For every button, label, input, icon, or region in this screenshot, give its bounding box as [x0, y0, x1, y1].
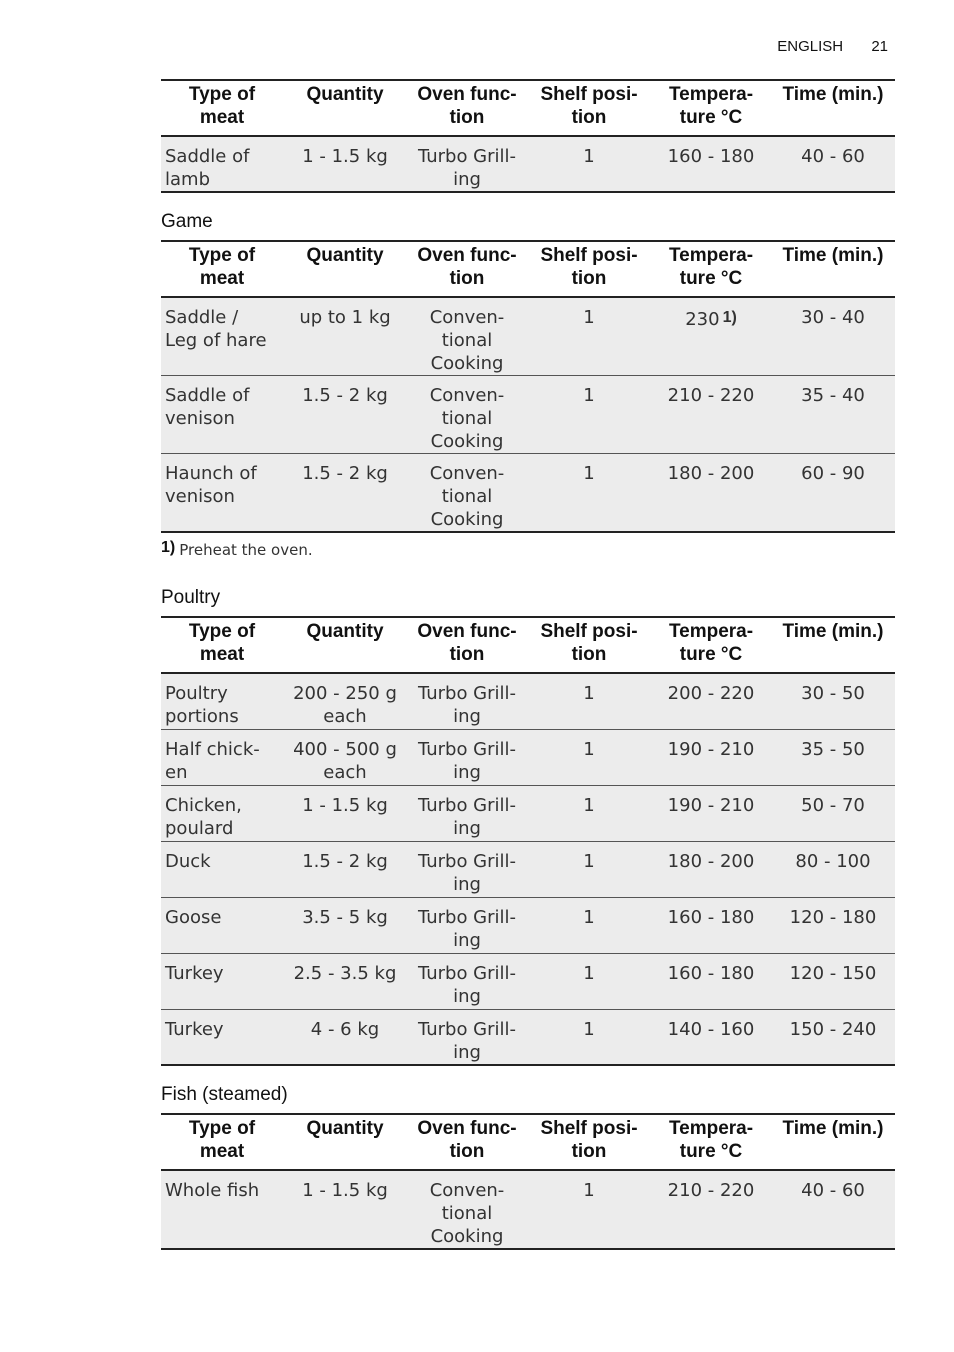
cell-quantity — [283, 785, 407, 841]
cell-line: Time (min.) — [782, 621, 884, 642]
cell-line: Tempera- — [668, 245, 754, 266]
cell-line: Type of — [188, 621, 256, 642]
cell-line: Oven func- — [417, 1118, 517, 1139]
cell-temperature — [651, 953, 771, 1009]
cell-line: Quantity — [306, 1118, 384, 1139]
cell-line: lamb — [165, 169, 210, 190]
cell-line: ing — [453, 985, 481, 1007]
cell-line: Turbo Grill- — [417, 962, 517, 984]
cell-line: 2.5 - 3.5 kg — [293, 962, 397, 984]
column-header-time — [771, 617, 895, 673]
column-header-time — [771, 241, 895, 297]
cell-line: Time (min.) — [782, 1118, 884, 1139]
cell-quantity — [283, 376, 407, 454]
cell-shelf-position — [527, 376, 651, 454]
cell-line: Type of — [188, 245, 256, 266]
cell-time — [771, 953, 895, 1009]
table-header-row — [161, 80, 895, 136]
cell-line: Saddle / — [165, 307, 239, 328]
cell-shelf-position — [527, 136, 651, 192]
cell-shelf-position — [527, 841, 651, 897]
cell-line: 1 — [583, 307, 595, 328]
cell-line: Duck — [165, 850, 211, 872]
cell-line: 150 - 240 — [789, 1018, 877, 1040]
cell-type-of-meat — [161, 297, 283, 376]
section-title: Game — [161, 211, 213, 232]
cell-line: Leg of hare — [165, 330, 267, 351]
cell-line: 1 - 1.5 kg — [302, 146, 388, 167]
cell-line: Tempera- — [668, 1118, 754, 1139]
cell-line: ing — [453, 873, 481, 895]
cell-temperature — [651, 785, 771, 841]
cell-line: 1.5 - 2 kg — [302, 385, 388, 406]
column-header-shelf-position — [527, 80, 651, 136]
cell-temperature — [651, 454, 771, 533]
cell-line: 35 - 50 — [801, 738, 865, 760]
cell-line: Tempera- — [668, 621, 754, 642]
cell-oven-function — [407, 376, 527, 454]
cell-line: venison — [165, 486, 235, 507]
cell-line: each — [323, 706, 367, 727]
cell-line: Turkey — [165, 1018, 224, 1040]
cell-line: Haunch of — [165, 463, 257, 484]
cell-line: Oven func- — [417, 621, 517, 642]
cell-line: each — [323, 761, 367, 783]
cell-time — [771, 376, 895, 454]
cell-line: 1 — [583, 1018, 595, 1040]
cell-type-of-meat — [161, 841, 283, 897]
cell-line: 1 - 1.5 kg — [302, 1180, 388, 1201]
cell-line: 1.5 - 2 kg — [302, 463, 388, 484]
cell-line: ing — [453, 169, 481, 190]
column-header-oven-function — [407, 617, 527, 673]
cell-line: 80 - 100 — [795, 850, 871, 872]
cell-shelf-position — [527, 454, 651, 533]
cell-shelf-position — [527, 953, 651, 1009]
cell-line: meat — [199, 1141, 245, 1162]
cell-time — [771, 454, 895, 533]
cell-line: Conven- — [429, 1180, 505, 1201]
cell-oven-function — [407, 136, 527, 192]
cell-time — [771, 1009, 895, 1065]
cell-oven-function — [407, 785, 527, 841]
cell-line: 210 - 220 — [667, 1180, 755, 1201]
cell-line: 190 - 210 — [667, 794, 755, 816]
cell-line: 1 — [583, 683, 595, 704]
cell-line: tion — [571, 107, 607, 128]
cell-line: 180 - 200 — [667, 463, 755, 484]
cell-shelf-position — [527, 297, 651, 376]
cell-line: 1 - 1.5 kg — [302, 794, 388, 816]
cell-line: Shelf posi- — [540, 84, 638, 105]
footnote-text: Preheat the oven. — [179, 541, 313, 559]
cell-line: Turkey — [165, 962, 224, 984]
cell-line: tion — [571, 268, 607, 289]
column-header-oven-function — [407, 241, 527, 297]
cell-shelf-position — [527, 673, 651, 729]
cell-temperature — [651, 376, 771, 454]
cell-line: 30 - 50 — [801, 683, 865, 704]
cell-line: Chicken, — [165, 794, 242, 816]
column-header-quantity — [283, 80, 407, 136]
cell-oven-function — [407, 1009, 527, 1065]
cell-time — [771, 297, 895, 376]
cell-line: tion — [449, 107, 485, 128]
cell-line: 50 - 70 — [801, 794, 865, 816]
cell-line: Shelf posi- — [540, 245, 638, 266]
roasting-table — [161, 79, 895, 193]
cell-line: 1.5 - 2 kg — [302, 850, 388, 872]
cell-line: ing — [453, 929, 481, 951]
cell-line: meat — [199, 268, 245, 289]
cell-line: Cooking — [430, 431, 504, 452]
cell-line: Turbo Grill- — [417, 850, 517, 872]
cell-quantity — [283, 454, 407, 533]
cell-line: ing — [453, 761, 481, 783]
cell-line: 1 — [583, 906, 595, 928]
table-body — [161, 297, 895, 532]
cell-line: 40 - 60 — [801, 146, 865, 167]
table-row — [161, 454, 895, 533]
footnote-mark: 1) — [161, 539, 176, 556]
cell-line: Conven- — [429, 307, 505, 328]
section-poultry — [161, 577, 895, 1066]
table-header-row — [161, 241, 895, 297]
table-row — [161, 897, 895, 953]
cell-line: ture °C — [679, 268, 743, 289]
cell-line: Oven func- — [417, 245, 517, 266]
page-header — [777, 38, 888, 55]
column-header-oven-function — [407, 1114, 527, 1170]
cell-line: 1 — [583, 850, 595, 872]
cell-line: Cooking — [430, 509, 504, 530]
cell-line: Turbo Grill- — [417, 794, 517, 816]
cell-line: Shelf posi- — [540, 1118, 638, 1139]
cell-time — [771, 729, 895, 785]
cell-temperature — [651, 673, 771, 729]
cell-line: Time (min.) — [782, 84, 884, 105]
cell-line: 30 - 40 — [801, 307, 865, 328]
cell-line: 120 - 150 — [789, 962, 877, 984]
section-spacer — [161, 1066, 895, 1074]
cell-temperature — [651, 136, 771, 192]
footnote-reference: 1) — [722, 309, 737, 326]
cell-line: Oven func- — [417, 84, 517, 105]
table-body — [161, 673, 895, 1065]
cell-line: 200 - 220 — [667, 683, 755, 704]
cell-quantity — [283, 1009, 407, 1065]
cell-oven-function — [407, 454, 527, 533]
cell-line: Turbo Grill- — [417, 906, 517, 928]
column-header-quantity — [283, 617, 407, 673]
cell-line: 1 — [583, 794, 595, 816]
section-lamb — [161, 79, 895, 193]
cell-line: 210 - 220 — [667, 385, 755, 406]
cell-quantity — [283, 953, 407, 1009]
cell-line: tion — [571, 1141, 607, 1162]
cell-line: 1 — [583, 385, 595, 406]
cell-oven-function — [407, 1170, 527, 1249]
table-row — [161, 1009, 895, 1065]
cell-time — [771, 785, 895, 841]
cell-line: 160 - 180 — [667, 146, 755, 167]
roasting-table — [161, 1113, 895, 1250]
column-header-type-of-meat — [161, 80, 283, 136]
cell-line: meat — [199, 107, 245, 128]
cell-quantity — [283, 841, 407, 897]
column-header-shelf-position — [527, 617, 651, 673]
cell-line: Saddle of — [165, 146, 250, 167]
cell-line: 160 - 180 — [667, 962, 755, 984]
cell-line: Type of — [188, 84, 256, 105]
column-header-temperature — [651, 1114, 771, 1170]
cell-line: Time (min.) — [782, 245, 884, 266]
cell-line: Cooking — [430, 1226, 504, 1247]
cell-line: meat — [199, 644, 245, 665]
cell-line: Goose — [165, 906, 222, 928]
cell-line: Quantity — [306, 621, 384, 642]
table-body — [161, 136, 895, 192]
section-game — [161, 201, 895, 533]
cell-quantity — [283, 136, 407, 192]
cell-line: 200 - 250 g — [293, 683, 397, 704]
cell-line: 190 - 210 — [667, 738, 755, 760]
cell-line: tion — [449, 1141, 485, 1162]
cell-type-of-meat — [161, 376, 283, 454]
table-body — [161, 1170, 895, 1249]
cell-time — [771, 1170, 895, 1249]
cell-line: tional — [441, 486, 493, 507]
table-row — [161, 136, 895, 192]
cell-line: Tempera- — [668, 84, 754, 105]
cell-type-of-meat — [161, 1170, 283, 1249]
cell-line: tion — [449, 644, 485, 665]
cell-line: 35 - 40 — [801, 385, 865, 406]
cell-line: Quantity — [306, 245, 384, 266]
column-header-shelf-position — [527, 1114, 651, 1170]
cell-line: 4 - 6 kg — [310, 1018, 380, 1040]
cell-type-of-meat — [161, 136, 283, 192]
table-row — [161, 673, 895, 729]
column-header-temperature — [651, 617, 771, 673]
cell-quantity — [283, 297, 407, 376]
cell-line: Cooking — [430, 353, 504, 374]
cell-time — [771, 841, 895, 897]
footnote — [161, 533, 895, 577]
cell-oven-function — [407, 297, 527, 376]
table-row — [161, 729, 895, 785]
cell-shelf-position — [527, 729, 651, 785]
column-header-type-of-meat — [161, 617, 283, 673]
cell-line: Turbo Grill- — [417, 683, 517, 704]
cell-type-of-meat — [161, 785, 283, 841]
cell-temperature — [651, 297, 771, 376]
cell-line: 120 - 180 — [789, 906, 877, 928]
cell-line: Quantity — [306, 84, 384, 105]
page-number: 21 — [871, 38, 888, 55]
cell-line: Type of — [188, 1118, 256, 1139]
table-row — [161, 953, 895, 1009]
cell-line: ing — [453, 706, 481, 727]
cell-line: portions — [165, 706, 239, 727]
language-label: ENGLISH — [777, 38, 844, 55]
cell-shelf-position — [527, 897, 651, 953]
cell-line: en — [165, 761, 188, 783]
roasting-table — [161, 240, 895, 533]
cell-line: tional — [441, 408, 493, 429]
cell-line: 400 - 500 g — [293, 738, 397, 760]
cell-quantity — [283, 1170, 407, 1249]
temperature-value: 230 — [685, 309, 720, 330]
column-header-quantity — [283, 1114, 407, 1170]
section-spacer — [161, 193, 895, 201]
section-title: Poultry — [161, 587, 221, 608]
table-row — [161, 376, 895, 454]
cell-shelf-position — [527, 785, 651, 841]
cell-temperature — [651, 1009, 771, 1065]
cell-shelf-position — [527, 1170, 651, 1249]
cell-quantity — [283, 897, 407, 953]
cell-line: poulard — [165, 817, 234, 839]
cell-type-of-meat — [161, 673, 283, 729]
column-header-shelf-position — [527, 241, 651, 297]
cell-time — [771, 897, 895, 953]
cell-line: 160 - 180 — [667, 906, 755, 928]
cell-time — [771, 673, 895, 729]
column-header-oven-function — [407, 80, 527, 136]
cell-line: ing — [453, 817, 481, 839]
cell-line: tion — [449, 268, 485, 289]
cell-quantity — [283, 673, 407, 729]
cell-shelf-position — [527, 1009, 651, 1065]
column-header-quantity — [283, 241, 407, 297]
cell-line: Turbo Grill- — [417, 1018, 517, 1040]
cell-line: Shelf posi- — [540, 621, 638, 642]
cell-line: tional — [441, 330, 493, 351]
cell-temperature — [651, 841, 771, 897]
cell-line: ing — [453, 1041, 481, 1063]
column-header-time — [771, 80, 895, 136]
cell-line: ture °C — [679, 644, 743, 665]
cell-line: Poultry — [165, 683, 228, 704]
cell-temperature — [651, 729, 771, 785]
cell-line: Turbo Grill- — [417, 146, 517, 167]
cell-type-of-meat — [161, 1009, 283, 1065]
cell-line: tion — [571, 644, 607, 665]
cell-line: Saddle of — [165, 385, 250, 406]
cell-oven-function — [407, 673, 527, 729]
cell-line: Half chick- — [165, 738, 260, 760]
cell-line: 1 — [583, 1180, 595, 1201]
cell-line: 3.5 - 5 kg — [302, 906, 388, 928]
section-title: Fish (steamed) — [161, 1084, 288, 1105]
section-fish-steamed — [161, 1074, 895, 1250]
cell-line: 140 - 160 — [667, 1018, 755, 1040]
cell-line: up to 1 kg — [299, 307, 391, 328]
cell-line: 60 - 90 — [801, 463, 865, 484]
cell-line: Conven- — [429, 385, 505, 406]
column-header-type-of-meat — [161, 1114, 283, 1170]
cell-line: ture °C — [679, 1141, 743, 1162]
column-header-temperature — [651, 80, 771, 136]
cell-line: 180 - 200 — [667, 850, 755, 872]
column-header-type-of-meat — [161, 241, 283, 297]
cell-line: 1 — [583, 146, 595, 167]
cell-oven-function — [407, 729, 527, 785]
cell-oven-function — [407, 953, 527, 1009]
cell-line: venison — [165, 408, 235, 429]
table-row — [161, 841, 895, 897]
column-header-temperature — [651, 241, 771, 297]
column-header-time — [771, 1114, 895, 1170]
cell-type-of-meat — [161, 729, 283, 785]
cell-temperature — [651, 897, 771, 953]
cell-line: 40 - 60 — [801, 1180, 865, 1201]
cell-oven-function — [407, 897, 527, 953]
cell-type-of-meat — [161, 953, 283, 1009]
cell-line: Turbo Grill- — [417, 738, 517, 760]
cell-type-of-meat — [161, 454, 283, 533]
cell-oven-function — [407, 841, 527, 897]
roasting-table — [161, 616, 895, 1066]
cell-line: 1 — [583, 962, 595, 984]
table-row — [161, 1170, 895, 1249]
cell-line: Conven- — [429, 463, 505, 484]
table-row — [161, 297, 895, 376]
cell-time — [771, 136, 895, 192]
page-content — [161, 79, 895, 1250]
cell-line: Whole fish — [165, 1180, 260, 1201]
cell-temperature — [651, 1170, 771, 1249]
cell-line: tional — [441, 1203, 493, 1224]
table-header-row — [161, 617, 895, 673]
cell-line: ture °C — [679, 107, 743, 128]
cell-type-of-meat — [161, 897, 283, 953]
cell-line: 1 — [583, 463, 595, 484]
cell-quantity — [283, 729, 407, 785]
table-header-row — [161, 1114, 895, 1170]
cell-line: 1 — [583, 738, 595, 760]
table-row — [161, 785, 895, 841]
